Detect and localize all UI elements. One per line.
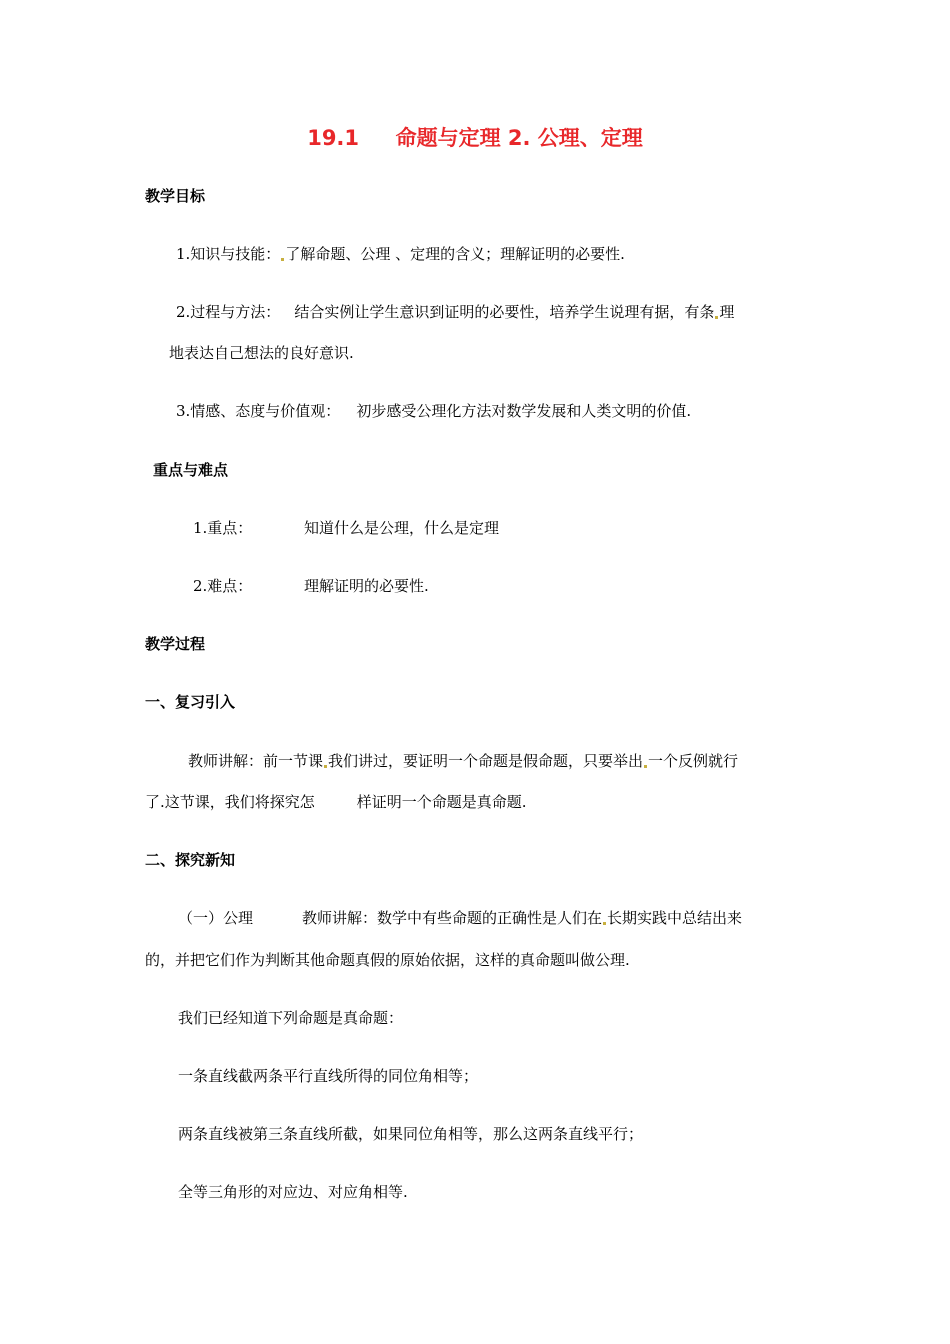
review-text-segment: 样证明一个命题是真命题. [356,793,527,811]
explore-heading: 二、探究新知 [145,851,236,869]
explore-paragraph-line-1 [302,908,742,928]
objective-2-text-end: 理 [719,303,735,321]
explore-text-segment: 长期实践中总结出来 [607,909,743,927]
explore-axiom-label: （一）公理 [178,909,254,927]
keypoint-1-label: 1.重点： [193,519,253,537]
objective-item-1 [176,244,625,264]
review-text-segment: 了.这节课，我们将探究怎 [145,793,315,811]
objective-2-label: 2.过程与方法： [176,303,281,321]
explore-text-segment: 教师讲解：数学中有些命题的正确性是人们在 [302,909,603,927]
review-heading: 一、复习引入 [145,693,236,711]
review-paragraph-line-1 [188,751,738,771]
keypoint-item-2 [193,576,252,596]
objective-2-text: 结合实例让学生意识到证明的必要性，培养学生说理有据，有条 [294,303,715,321]
objective-3-text: 初步感受公理化方法对数学发展和人类文明的价值. [356,402,692,420]
keypoint-2-label: 2.难点： [193,577,253,595]
review-text-segment: 教师讲解：前一节课 [188,752,324,770]
keypoint-item-1 [193,518,252,538]
keypoint-2-text: 理解证明的必要性. [304,577,429,595]
review-paragraph-line-2 [145,792,527,812]
axiom-item-1: 一条直线截两条平行直线所得的同位角相等； [178,1067,479,1085]
explore-known-true: 我们已经知道下列命题是真命题： [178,1009,404,1027]
keypoints-heading: 重点与难点 [153,461,229,479]
review-text-segment: 我们讲过，要证明一个命题是假命题，只要举 [328,752,629,770]
marker-dot [324,765,327,768]
objective-item-2 [176,302,734,322]
page-title: 19.1 命题与定理 2. 公理、定理 [307,126,643,150]
explore-paragraph-line-2: 的，并把它们作为判断其他命题真假的原始依据，这样的真命题叫做公理. [145,951,630,969]
axiom-item-2: 两条直线被第三条直线所截，如果同位角相等，那么这两条直线平行； [178,1125,644,1143]
objectives-heading: 教学目标 [145,187,206,205]
objective-3-label: 3.情感、态度与价值观： [176,402,341,420]
marker-dot [281,258,284,261]
axiom-item-3: 全等三角形的对应边、对应角相等. [178,1183,408,1201]
keypoint-1-text: 知道什么是公理，什么是定理 [304,519,500,537]
objective-item-3 [176,401,691,421]
objective-1-text: 了解命题、公理 、定理的含义；理解证明的必要性. [285,245,625,263]
review-text-segment: 出 [628,752,644,770]
review-text-segment: 一个反例就行 [648,752,739,770]
process-heading: 教学过程 [145,635,206,653]
objective-item-2-continued: 地表达自己想法的良好意识. [169,344,354,362]
marker-dot [715,316,718,319]
marker-dot [644,765,647,768]
marker-dot [603,922,606,925]
objective-1-label: 1.知识与技能： [176,245,281,263]
